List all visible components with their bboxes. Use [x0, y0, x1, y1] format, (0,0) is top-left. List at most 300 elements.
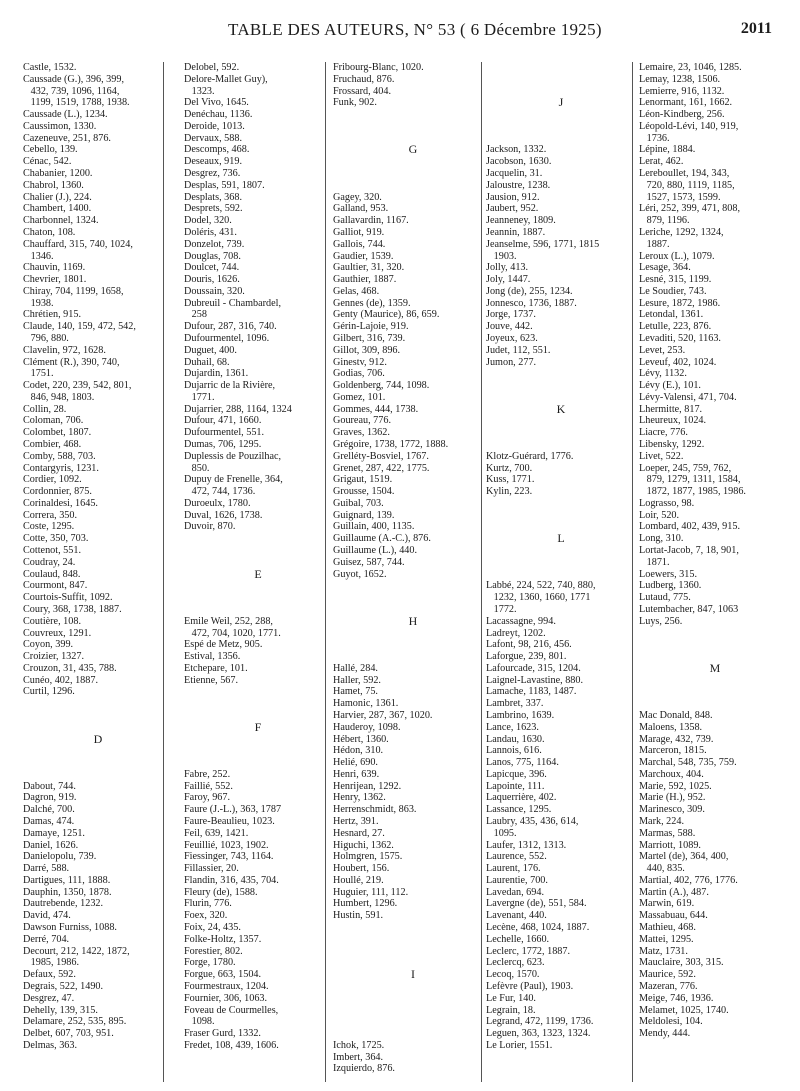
blank-line	[23, 769, 173, 781]
index-entry: Hamonic, 1361.	[333, 698, 399, 710]
index-entry: Gallavardin, 1167.	[333, 215, 409, 227]
index-entry: Libensky, 1292.	[639, 439, 705, 450]
index-entry: Lafourcade, 315, 1204.	[486, 662, 581, 674]
index-entry: Long, 310.	[639, 533, 684, 545]
index-entry: Lévy-Valensi, 471, 704.	[639, 391, 737, 403]
blank-line	[486, 121, 636, 133]
index-entry: Frossard, 404.	[333, 85, 392, 97]
index-entry: Marie (H.), 952.	[639, 792, 706, 804]
index-entry: 1751.	[23, 368, 54, 380]
index-entry: Gilbert, 316, 739.	[333, 332, 406, 344]
index-entry: Combier, 468.	[23, 439, 82, 450]
index-entry: Defaux, 592.	[23, 969, 76, 981]
index-entry: 1887.	[639, 238, 670, 250]
index-entry: Descomps, 468.	[184, 144, 250, 156]
index-entry: Ladreyt, 1202.	[486, 627, 546, 639]
index-entry: Derré, 704.	[23, 933, 70, 945]
blank-line	[23, 710, 173, 722]
section-letter: I	[411, 967, 415, 982]
blank-line	[486, 510, 636, 522]
index-entry: Dalché, 700.	[23, 804, 75, 816]
index-entry: Gagey, 320.	[333, 191, 382, 203]
index-entry: Guignard, 139.	[333, 509, 395, 521]
blank-line	[333, 934, 493, 946]
index-entry: Coste, 1295.	[23, 521, 75, 533]
index-entry: Galland, 953.	[333, 203, 389, 215]
index-entry: 1903.	[486, 250, 517, 262]
index-column-5	[639, 62, 791, 1040]
index-entry: Damaye, 1251.	[23, 827, 85, 839]
blank-line	[333, 981, 493, 993]
index-entry: Dujardin, 1361.	[184, 368, 249, 380]
index-entry: Legrand, 472, 1199, 1736.	[486, 1016, 594, 1028]
blank-line	[184, 686, 332, 698]
index-entry: Delobel, 592.	[184, 62, 240, 73]
index-entry: Mac Donald, 848.	[639, 709, 713, 721]
index-entry: Jeannin, 1887.	[486, 226, 546, 238]
index-entry: Goldenberg, 744, 1098.	[333, 380, 430, 392]
index-entry: Martial, 402, 776, 1776.	[639, 874, 738, 886]
blank-line	[333, 109, 493, 121]
section-letter: F	[254, 719, 262, 734]
index-entry: Martin (A.), 487.	[639, 886, 709, 898]
index-entry: Kurtz, 700.	[486, 462, 533, 474]
index-entry: Dupuy de Frenelle, 364,	[184, 474, 283, 486]
index-entry: Ginestv, 912.	[333, 356, 387, 368]
index-entry: Doléris, 431.	[184, 226, 237, 238]
index-entry: Deseaux, 919.	[184, 156, 242, 168]
index-entry: Croizier, 1327.	[23, 651, 84, 663]
index-entry: Landau, 1630.	[486, 733, 545, 745]
blank-line	[333, 1005, 493, 1017]
index-entry: Funk, 902.	[333, 97, 377, 109]
index-entry: Lograsso, 98.	[639, 497, 695, 509]
index-entry: Contargyris, 1231.	[23, 462, 99, 474]
index-entry: Laubry, 435, 436, 614,	[486, 816, 579, 827]
index-entry: Chauffard, 315, 740, 1024,	[23, 238, 133, 250]
index-entry: Judet, 112, 551.	[486, 344, 551, 356]
index-entry: 1098.	[184, 1016, 215, 1028]
index-entry: Leguen, 363, 1323, 1324.	[486, 1028, 591, 1040]
index-entry: Gommes, 444, 1738.	[333, 403, 419, 415]
blank-line	[486, 368, 636, 380]
blank-line	[333, 993, 493, 1005]
index-entry: Lafont, 98, 216, 456.	[486, 639, 572, 651]
index-entry: Hesnard, 27.	[333, 827, 385, 839]
index-column-2	[184, 62, 332, 1052]
index-entry: Curtil, 1296.	[23, 686, 75, 698]
index-entry: Daniel, 1626.	[23, 839, 79, 851]
index-entry: Jaloustre, 1238.	[486, 179, 551, 191]
index-entry: Cotte, 350, 703.	[23, 533, 89, 545]
index-entry: Doulcet, 744.	[184, 262, 240, 274]
blank-line	[184, 592, 332, 604]
index-entry: Fournier, 306, 1063.	[184, 992, 268, 1004]
index-entry: Hallé, 284.	[333, 662, 378, 674]
index-entry: Delmas, 363.	[23, 1039, 78, 1051]
index-entry: Lapicque, 396.	[486, 768, 547, 780]
index-entry: Mauclaire, 303, 315.	[639, 957, 724, 969]
blank-line	[184, 734, 332, 746]
index-entry: Cebello, 139.	[23, 144, 78, 156]
index-entry: Fredet, 108, 439, 1606.	[184, 1039, 279, 1051]
index-entry: 1346.	[23, 250, 54, 262]
index-entry: Laufer, 1312, 1313.	[486, 839, 567, 851]
index-entry: Lecoq, 1570.	[486, 969, 540, 981]
index-entry: 1095.	[486, 827, 517, 839]
index-entry: Grelléty-Bosviel, 1767.	[333, 450, 429, 462]
index-entry: Fillassier, 20.	[184, 863, 239, 875]
index-entry: Etchepare, 101.	[184, 662, 248, 674]
index-entry: 472, 704, 1020, 1771.	[184, 627, 281, 639]
index-entry: 432, 739, 1096, 1164,	[23, 85, 120, 97]
index-entry: Fruchaud, 876.	[333, 73, 395, 85]
blank-line	[333, 156, 493, 168]
index-entry: Meige, 746, 1936.	[639, 992, 714, 1004]
blank-line	[184, 698, 332, 710]
index-entry: 879, 1196.	[639, 215, 690, 227]
blank-line	[333, 1016, 493, 1028]
index-entry: Dujarrier, 288, 1164, 1324	[184, 403, 292, 415]
index-entry: Marinesco, 309.	[639, 804, 705, 816]
index-entry: Espé de Metz, 905.	[184, 639, 263, 651]
index-entry: 472, 744, 1736.	[184, 486, 256, 498]
section-letter: E	[254, 566, 262, 581]
index-entry: Levaditi, 520, 1163.	[639, 332, 721, 344]
index-entry: Coloman, 706.	[23, 415, 84, 427]
index-entry: Jong (de), 255, 1234.	[486, 285, 573, 297]
blank-line	[333, 639, 493, 651]
index-entry: Claude, 140, 159, 472, 542,	[23, 321, 136, 333]
index-entry: Jeanselme, 596, 1771, 1815	[486, 238, 600, 250]
index-entry: Lance, 1623.	[486, 721, 539, 733]
index-entry: Laurent, 176.	[486, 863, 541, 875]
index-entry: Huguier, 111, 112.	[333, 886, 409, 898]
section-letter: K	[556, 401, 566, 416]
index-entry: Lévy (E.), 101.	[639, 380, 701, 392]
index-entry: Jorge, 1737.	[486, 309, 536, 321]
index-entry: Faroy, 967.	[184, 792, 231, 804]
index-entry: Henrijean, 1292.	[333, 780, 402, 792]
index-entry: Flandin, 316, 435, 704.	[184, 874, 279, 886]
index-entry: Jonnesco, 1736, 1887.	[486, 297, 577, 309]
index-column-1	[23, 62, 173, 1052]
index-entry: 1985, 1986.	[23, 957, 80, 969]
index-entry: 1323.	[184, 85, 215, 97]
index-entry: Delbet, 607, 703, 951.	[23, 1028, 114, 1040]
index-entry: 1871.	[639, 556, 670, 568]
blank-line	[333, 946, 493, 958]
index-entry: Lanos, 775, 1164.	[486, 757, 559, 769]
index-entry: Couvreux, 1291.	[23, 627, 92, 639]
index-entry: Hauderoy, 1098.	[333, 721, 401, 733]
index-entry: Flurin, 776.	[184, 898, 232, 910]
index-entry: Dufour, 287, 316, 740.	[184, 321, 277, 333]
index-entry: 720, 880, 1119, 1185,	[639, 179, 735, 191]
index-entry: Le Soudier, 743.	[639, 285, 707, 297]
index-entry: Lambret, 337.	[486, 698, 544, 710]
index-entry: Caussade (G.), 396, 399,	[23, 73, 125, 85]
index-entry: Lecène, 468, 1024, 1887.	[486, 922, 590, 934]
index-entry: Faure-Beaulieu, 1023.	[184, 816, 275, 827]
index-column-4	[486, 62, 636, 1052]
index-entry: Levet, 253.	[639, 344, 686, 356]
index-entry: Hédon, 310.	[333, 745, 384, 757]
index-entry: Damas, 474.	[23, 816, 75, 827]
index-entry: Lesné, 315, 1199.	[639, 274, 712, 286]
index-entry: Coutière, 108.	[23, 615, 82, 627]
index-entry: 1232, 1360, 1660, 1771	[486, 592, 591, 604]
index-entry: Meldolesi, 104.	[639, 1016, 703, 1028]
index-entry: Gomez, 101.	[333, 391, 386, 403]
index-entry: Lambrino, 1639.	[486, 709, 555, 721]
blank-line	[333, 922, 493, 934]
index-entry: Jacquelin, 31.	[486, 168, 543, 180]
index-entry: Marage, 432, 739.	[639, 733, 714, 745]
index-entry: Jacobson, 1630.	[486, 156, 552, 168]
index-entry: Harvier, 287, 367, 1020.	[333, 709, 433, 721]
index-entry: Leveuf, 402, 1024.	[639, 356, 717, 368]
index-entry: Genty (Maurice), 86, 659.	[333, 309, 440, 321]
index-entry: Lemay, 1238, 1506.	[639, 73, 721, 85]
index-entry: Laurence, 552.	[486, 851, 547, 863]
index-entry: Henri, 639.	[333, 768, 380, 780]
index-entry: 1872, 1877, 1985, 1986.	[639, 486, 746, 498]
index-entry: Douglas, 708.	[184, 250, 241, 262]
index-entry: Chambert, 1400.	[23, 203, 92, 215]
index-entry: 846, 948, 1803.	[23, 391, 95, 403]
index-entry: Desplas, 591, 1807.	[184, 179, 265, 191]
index-entry: Cénac, 542.	[23, 156, 72, 168]
index-entry: Coulaud, 848.	[23, 568, 81, 580]
index-entry: Melamet, 1025, 1740.	[639, 1004, 729, 1016]
index-entry: Joly, 1447.	[486, 274, 531, 286]
index-entry: Correra, 350.	[23, 509, 78, 521]
index-entry: Fraser Gurd, 1332.	[184, 1028, 261, 1040]
index-entry: 850.	[184, 462, 210, 474]
index-entry: Lépine, 1884.	[639, 144, 696, 156]
index-entry: Fiessinger, 743, 1164.	[184, 851, 274, 863]
index-entry: Leroux (L.), 1079.	[639, 250, 715, 262]
index-entry: Lavergne (de), 551, 584.	[486, 898, 587, 910]
index-entry: Dufourmentel, 1096.	[184, 332, 270, 344]
index-entry: Cordonnier, 875.	[23, 486, 92, 498]
index-entry: Marie, 592, 1025.	[639, 780, 712, 792]
index-entry: Dervaux, 588.	[184, 132, 242, 144]
index-entry: Corinaldesi, 1645.	[23, 497, 98, 509]
index-entry: Liacre, 776.	[639, 427, 688, 439]
index-entry: Gauthier, 1887.	[333, 274, 397, 286]
index-entry: Guyot, 1652.	[333, 568, 387, 580]
index-entry: Del Vivo, 1645.	[184, 97, 249, 109]
blank-line	[23, 757, 173, 769]
index-entry: Lassance, 1295.	[486, 804, 552, 816]
index-entry: Lutembacher, 847, 1063	[639, 603, 739, 615]
index-entry: Humbert, 1296.	[333, 898, 398, 910]
blank-line	[333, 168, 493, 180]
blank-line	[23, 698, 173, 710]
index-entry: Gillot, 309, 896.	[333, 344, 401, 356]
index-entry: Lechelle, 1660.	[486, 933, 550, 945]
index-entry: Foix, 24, 435.	[184, 922, 241, 934]
index-entry: Le Lorier, 1551.	[486, 1039, 553, 1051]
index-entry: Dautrebende, 1232.	[23, 898, 104, 910]
blank-line	[23, 745, 173, 757]
blank-line	[333, 121, 493, 133]
index-entry: Chauvin, 1169.	[23, 262, 86, 274]
index-entry: Castle, 1532.	[23, 62, 77, 73]
index-entry: Fabre, 252.	[184, 768, 231, 780]
index-entry: Duvoir, 870.	[184, 521, 236, 533]
index-entry: Hamet, 75.	[333, 686, 378, 698]
section-letter: G	[408, 142, 418, 157]
index-entry: Graves, 1362.	[333, 427, 390, 439]
index-entry: Lesure, 1872, 1986.	[639, 297, 721, 309]
blank-line	[486, 133, 636, 145]
index-entry: Lombard, 402, 439, 915.	[639, 521, 741, 533]
index-entry: Feil, 639, 1421.	[184, 827, 249, 839]
index-entry: Guillaume (L.), 440.	[333, 545, 418, 557]
index-entry: Mendy, 444.	[639, 1028, 691, 1040]
index-entry: Fleury (de), 1588.	[184, 886, 258, 898]
index-entry: Delore-Mallet Guy),	[184, 73, 268, 85]
index-entry: Guillain, 400, 1135.	[333, 521, 415, 533]
index-entry: Doussain, 320.	[184, 285, 245, 297]
blank-line	[486, 427, 636, 439]
blank-line	[333, 1028, 493, 1040]
index-entry: Coury, 368, 1738, 1887.	[23, 603, 122, 615]
index-entry: Forestier, 802.	[184, 945, 243, 957]
index-entry: Livet, 522.	[639, 450, 684, 462]
index-entry: Dodel, 320.	[184, 215, 232, 227]
index-entry: Jouve, 442.	[486, 321, 533, 333]
index-entry: Godias, 706.	[333, 368, 385, 380]
index-entry: Helié, 690.	[333, 757, 378, 769]
index-entry: Cazeneuve, 251, 876.	[23, 132, 111, 144]
blank-line	[333, 628, 493, 640]
index-entry: Ludberg, 1360.	[639, 580, 702, 592]
index-entry: Coudray, 24.	[23, 556, 76, 568]
index-entry: Faure (J.-L.), 363, 1787	[184, 804, 282, 816]
index-entry: Mattei, 1295.	[639, 933, 694, 945]
index-entry: Marmas, 588.	[639, 827, 696, 839]
index-entry: Danielopolu, 739.	[23, 851, 97, 863]
blank-line	[639, 675, 791, 687]
index-entry: Desgrez, 736.	[184, 168, 241, 180]
index-entry: Marriott, 1089.	[639, 839, 701, 851]
index-column-3	[333, 62, 493, 1075]
index-entry: Duplessis de Pouzilhac,	[184, 450, 282, 462]
index-entry: Laquerrière, 402.	[486, 792, 557, 804]
index-entry: Houbert, 156.	[333, 863, 390, 875]
section-letter: J	[558, 95, 564, 110]
index-entry: Gérin-Lajoie, 919.	[333, 321, 409, 333]
blank-line	[333, 592, 493, 604]
index-entry: Duval, 1626, 1738.	[184, 509, 263, 521]
index-entry: Hertz, 391.	[333, 816, 379, 827]
index-entry: Crouzon, 31, 435, 788.	[23, 662, 117, 674]
index-entry: Henry, 1362.	[333, 792, 386, 804]
index-entry: Lavedan, 694.	[486, 886, 544, 898]
index-entry: Douris, 1626.	[184, 274, 240, 286]
index-entry: Mark, 224.	[639, 816, 684, 827]
blank-line	[333, 651, 493, 663]
index-entry: Kuss, 1771.	[486, 474, 535, 486]
index-entry: Lereboullet, 194, 343,	[639, 168, 730, 180]
index-entry: 1199, 1519, 1788, 1938.	[23, 97, 130, 109]
blank-line	[639, 698, 791, 710]
index-entry: Donzelot, 739.	[184, 238, 245, 250]
index-entry: Loir, 520.	[639, 509, 680, 521]
index-entry: Gennes (de), 1359.	[333, 297, 411, 309]
index-entry: Léon-Kindberg, 256.	[639, 109, 725, 121]
running-header	[0, 20, 800, 50]
index-entry: Delamare, 252, 535, 895.	[23, 1016, 127, 1028]
section-letter: M	[709, 660, 721, 675]
index-entry: Laurentie, 700.	[486, 874, 548, 886]
index-entry: Lerat, 462.	[639, 156, 684, 168]
index-entry: Kylin, 223.	[486, 486, 533, 498]
index-entry: Legrain, 18.	[486, 1004, 536, 1016]
blank-line	[639, 639, 791, 651]
index-entry: 258	[184, 309, 207, 321]
index-entry: Foex, 320.	[184, 910, 228, 922]
blank-line	[486, 74, 636, 86]
index-entry: Ichok, 1725.	[333, 1039, 385, 1051]
blank-line	[486, 415, 636, 427]
index-entry: Etienne, 567.	[184, 674, 239, 686]
index-entry: Lévy, 1132.	[639, 368, 687, 380]
index-entry: Laforgue, 239, 801.	[486, 651, 567, 663]
blank-line	[486, 569, 636, 581]
index-entry: Chiray, 704, 1199, 1658,	[23, 285, 124, 297]
index-entry: Leclerc, 1772, 1887.	[486, 945, 571, 957]
blank-line	[486, 498, 636, 510]
index-entry: Fourmestraux, 1204.	[184, 980, 269, 992]
blank-line	[486, 439, 636, 451]
blank-line	[486, 545, 636, 557]
index-entry: Izquierdo, 876.	[333, 1063, 395, 1075]
blank-line	[486, 380, 636, 392]
index-entry: Galliot, 919.	[333, 226, 385, 238]
index-entry: Marwin, 619.	[639, 898, 695, 910]
index-entry: Gaultier, 31, 320.	[333, 262, 405, 274]
index-entry: Marchal, 548, 735, 759.	[639, 757, 737, 769]
section-letter: D	[93, 731, 103, 746]
index-entry: Duguet, 400.	[184, 344, 237, 356]
index-entry: Dujarric de la Rivière,	[184, 380, 276, 392]
index-entry: Darré, 588.	[23, 863, 70, 875]
index-entry: Grigaut, 1519.	[333, 474, 393, 486]
index-entry: Labbé, 224, 522, 740, 880,	[486, 580, 596, 592]
index-entry: Dabout, 744.	[23, 780, 76, 792]
index-entry: Chevrier, 1801.	[23, 274, 87, 286]
index-entry: Lhermitte, 817.	[639, 403, 703, 415]
index-entry: Forgue, 663, 1504.	[184, 969, 262, 981]
index-entry: Herrenschmidt, 863.	[333, 804, 417, 816]
index-entry: Houllé, 219.	[333, 874, 384, 886]
index-entry: David, 474.	[23, 910, 71, 922]
index-entry: Deroide, 1013.	[184, 120, 245, 132]
index-entry: Hustin, 591.	[333, 910, 384, 922]
index-entry: Collin, 28.	[23, 403, 67, 415]
index-entry: Decourt, 212, 1422, 1872,	[23, 945, 130, 957]
index-entry: Gallois, 744.	[333, 238, 386, 250]
index-entry: Haller, 592.	[333, 674, 381, 686]
index-entry: Dubreuil - Chambardel,	[184, 297, 282, 309]
index-entry: Jackson, 1332.	[486, 144, 547, 156]
index-entry: Lortat-Jacob, 7, 18, 901,	[639, 545, 739, 557]
